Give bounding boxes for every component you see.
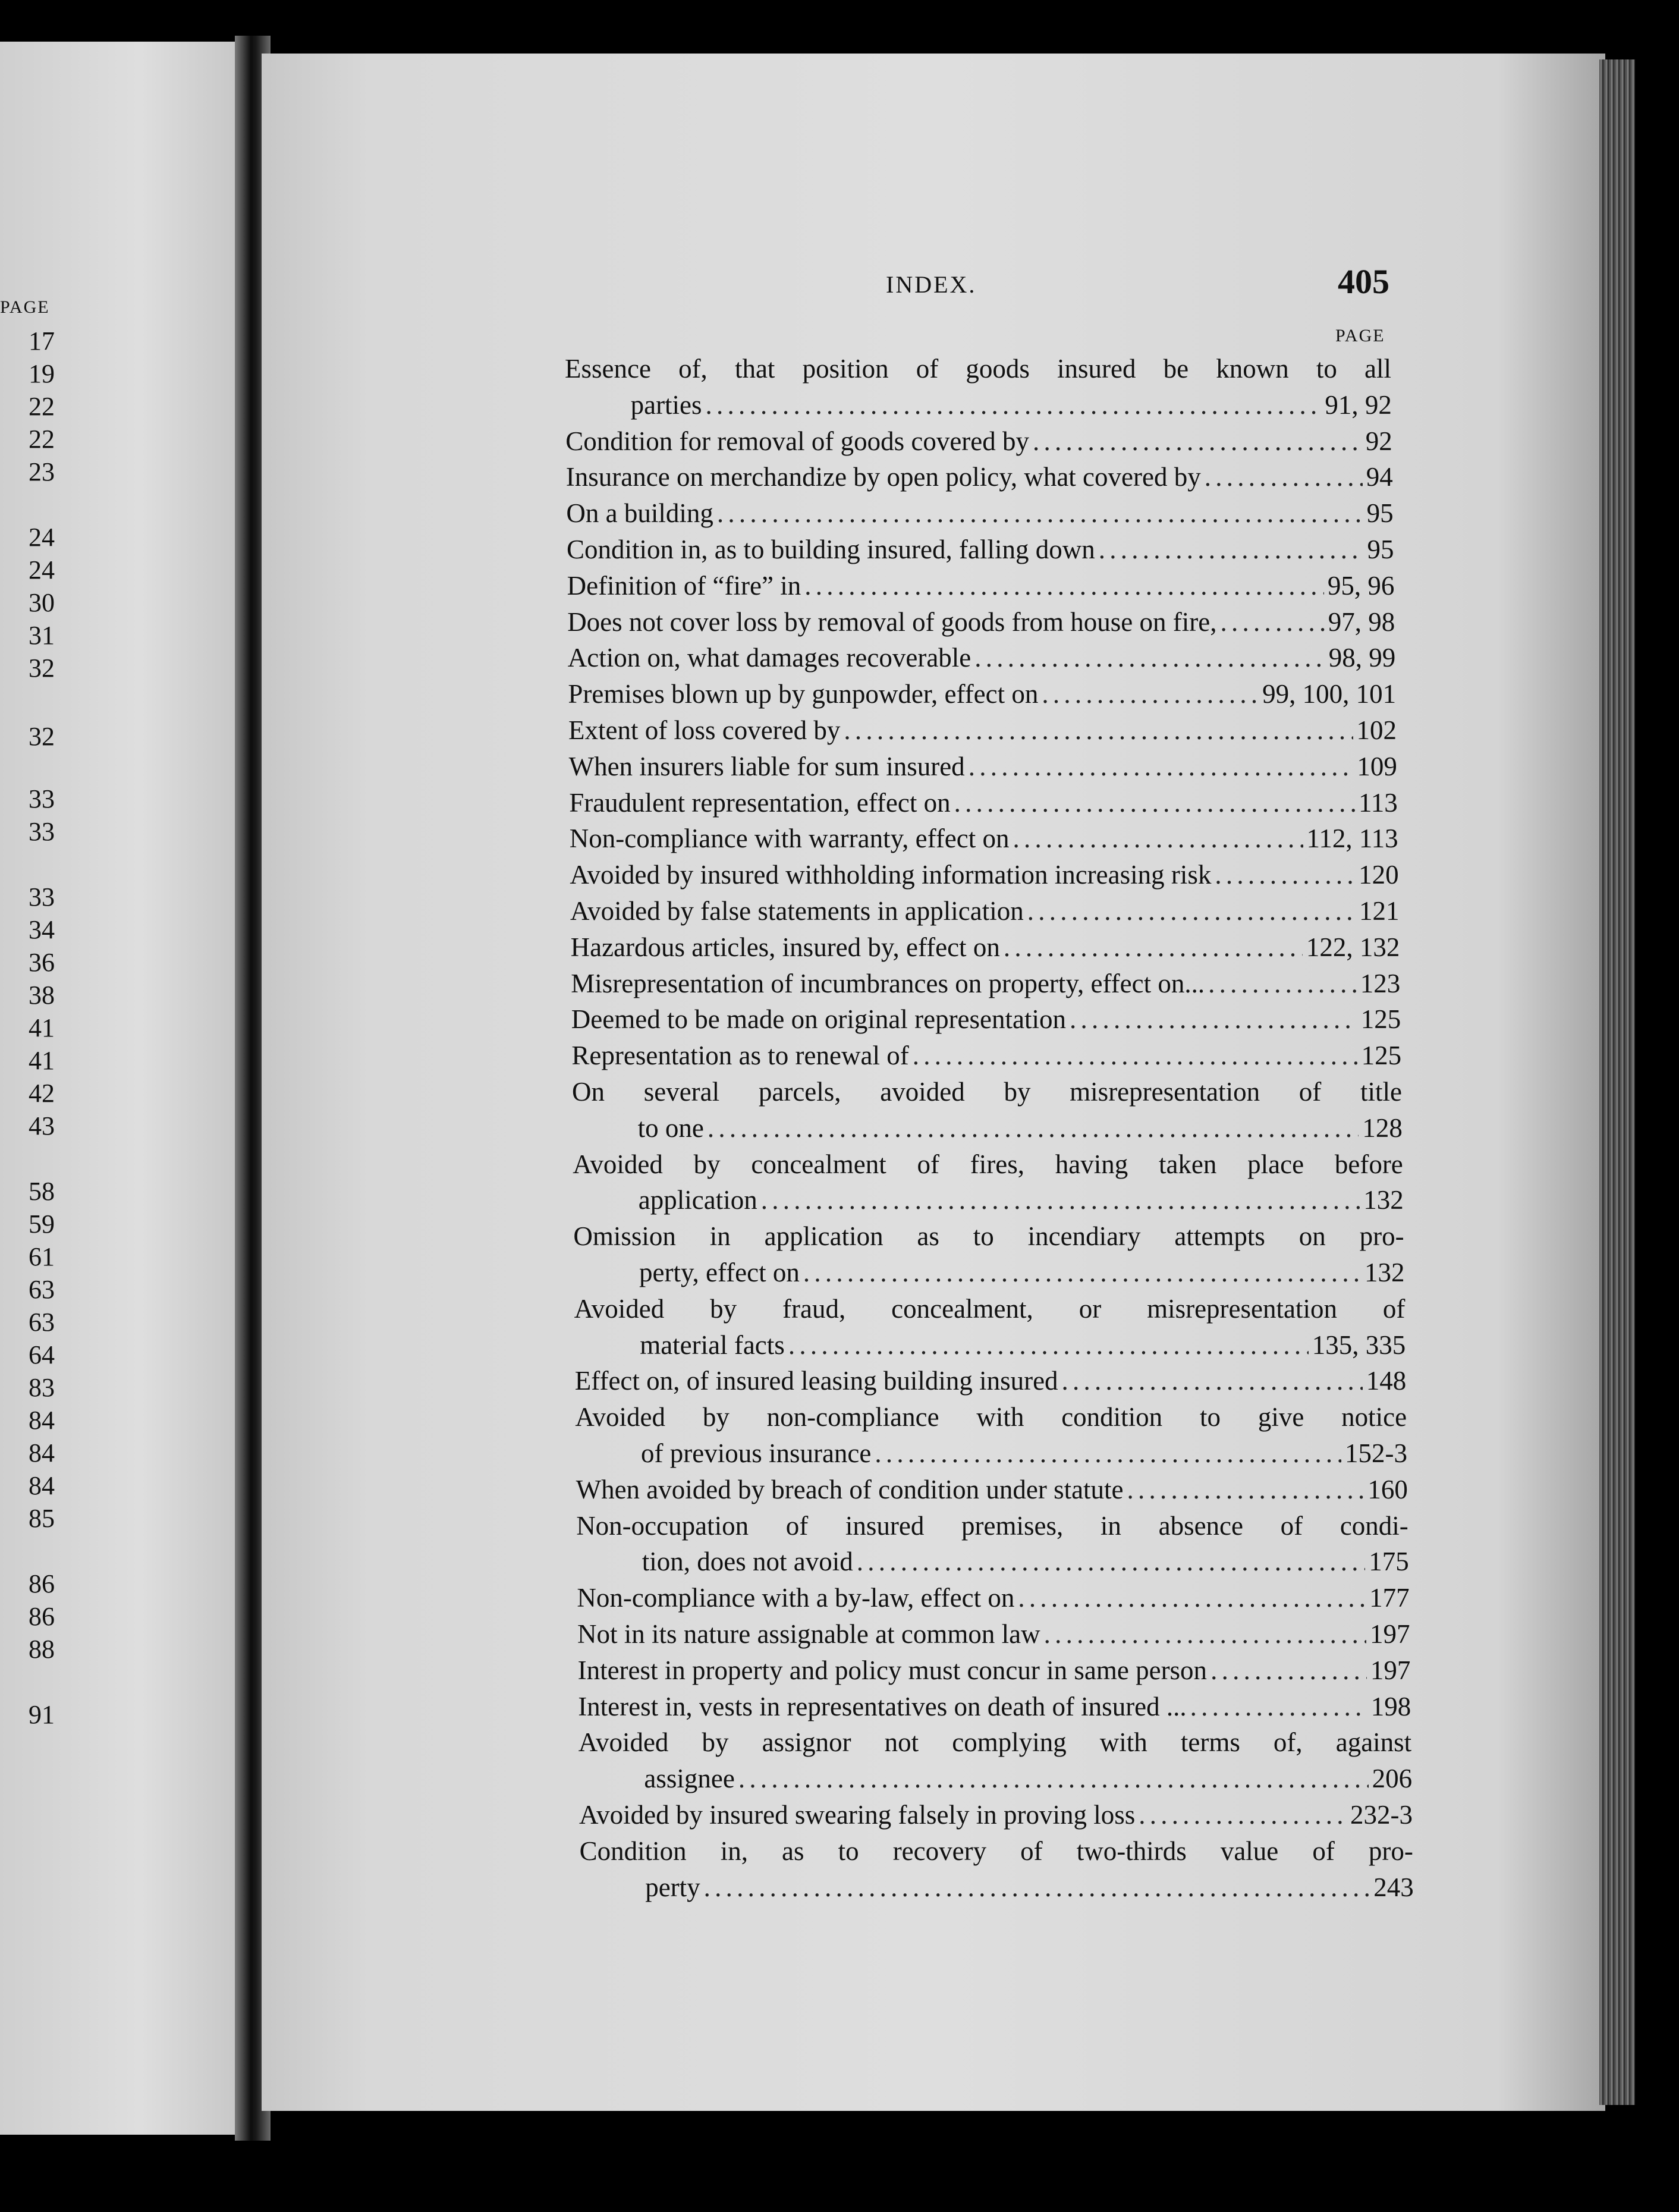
dot-leader bbox=[857, 1544, 1365, 1579]
index-entry bbox=[571, 1001, 1401, 1037]
entry-page-ref: 97, 98 bbox=[1328, 607, 1395, 637]
index-entry bbox=[566, 495, 1393, 531]
entry-page-ref: 95, 96 bbox=[1327, 570, 1395, 601]
entry-text: Condition in, as to building insured, falling down bbox=[567, 535, 1095, 564]
dot-leader bbox=[1190, 1689, 1367, 1724]
left-page-number: 84 bbox=[29, 1471, 55, 1500]
dot-leader bbox=[706, 387, 1322, 423]
entry-page-ref: 206 bbox=[1372, 1764, 1413, 1794]
dot-leader bbox=[788, 1327, 1309, 1363]
dot-leader bbox=[913, 1038, 1358, 1073]
left-page-number: 84 bbox=[29, 1438, 55, 1468]
left-page-number: 63 bbox=[29, 1275, 55, 1304]
dot-leader bbox=[704, 1869, 1370, 1905]
entry-page-ref: 132 bbox=[1364, 1258, 1405, 1287]
left-page-number: 91 bbox=[29, 1700, 55, 1729]
dot-leader bbox=[804, 568, 1324, 604]
entry-page-ref: 99, 100, 101 bbox=[1262, 679, 1397, 709]
index-entry bbox=[580, 1833, 1413, 1869]
dot-leader bbox=[708, 1110, 1359, 1146]
entry-text: tion, does not avoid bbox=[642, 1547, 853, 1577]
entry-page-ref: 177 bbox=[1369, 1583, 1410, 1613]
dot-leader bbox=[1004, 929, 1303, 965]
index-entry bbox=[575, 1363, 1406, 1399]
left-page-number: 19 bbox=[29, 359, 55, 388]
entry-page-ref: 113 bbox=[1358, 787, 1398, 818]
entry-page-ref: 198 bbox=[1370, 1691, 1411, 1721]
left-page-number: 43 bbox=[29, 1111, 55, 1140]
dot-leader bbox=[1044, 1616, 1366, 1652]
entry-text: application bbox=[638, 1185, 757, 1215]
dot-leader bbox=[969, 749, 1354, 784]
index-entry bbox=[567, 568, 1395, 604]
index-entry bbox=[573, 1218, 1404, 1254]
dot-leader bbox=[1139, 1797, 1347, 1833]
index-entry bbox=[641, 1435, 1407, 1471]
index-entry bbox=[565, 423, 1392, 459]
entry-page-ref: 125 bbox=[1361, 1041, 1402, 1071]
entry-text: Extent of loss covered by bbox=[568, 715, 841, 745]
index-entry bbox=[640, 1327, 1406, 1363]
entry-page-ref: 120 bbox=[1359, 860, 1399, 890]
left-page-number: 85 bbox=[29, 1504, 55, 1533]
left-page-number: 33 bbox=[29, 817, 55, 846]
dot-leader bbox=[954, 785, 1355, 821]
index-entry bbox=[575, 1399, 1407, 1435]
left-page-number: 41 bbox=[29, 1013, 55, 1042]
entry-text: Insurance on merchandize by open policy, what covered by bbox=[565, 462, 1201, 492]
entry-page-ref: 123 bbox=[1360, 968, 1401, 998]
index-entry bbox=[572, 1074, 1402, 1110]
index-entry bbox=[567, 604, 1395, 640]
dot-leader bbox=[1027, 893, 1356, 929]
dot-leader bbox=[1042, 676, 1259, 712]
index-entry bbox=[576, 1472, 1408, 1507]
dot-leader bbox=[738, 1761, 1369, 1796]
entry-page-ref: 95 bbox=[1367, 535, 1394, 564]
entry-text: On several parcels, avoided by misrepresentation of title bbox=[572, 1077, 1402, 1107]
dot-leader bbox=[844, 712, 1353, 748]
entry-page-ref: 112, 113 bbox=[1306, 824, 1398, 854]
entry-text: parties bbox=[630, 389, 702, 420]
left-page-number: 86 bbox=[29, 1602, 55, 1631]
index-entry bbox=[570, 821, 1398, 856]
index-entry bbox=[571, 1038, 1401, 1073]
left-page-number: 31 bbox=[29, 621, 55, 650]
entry-page-ref: 197 bbox=[1370, 1619, 1410, 1649]
left-page-number: 24 bbox=[29, 523, 55, 552]
entry-text: Does not cover loss by removal of goods from house on fire, bbox=[567, 607, 1217, 637]
dot-leader bbox=[974, 640, 1325, 675]
entry-text: assignee bbox=[644, 1764, 735, 1794]
entry-text: Non-occupation of insured premises, in absence of condi- bbox=[576, 1510, 1408, 1541]
entry-page-ref: 92 bbox=[1365, 426, 1392, 456]
left-page-number: 34 bbox=[29, 915, 55, 944]
entry-text: Avoided by fraud, concealment, or misrepresentation of bbox=[574, 1293, 1406, 1324]
dot-leader bbox=[1070, 1001, 1357, 1037]
index-entry bbox=[576, 1508, 1408, 1544]
dot-leader bbox=[1205, 459, 1363, 495]
left-page-number: 59 bbox=[29, 1209, 55, 1239]
entry-text: of previous insurance bbox=[641, 1438, 872, 1468]
entry-text: Avoided by concealment of fires, having taken place before bbox=[573, 1149, 1403, 1179]
left-page-number: 24 bbox=[29, 555, 55, 585]
running-title: INDEX. bbox=[886, 271, 977, 298]
entry-text: Representation as to renewal of bbox=[571, 1041, 909, 1071]
entry-page-ref: 135, 335 bbox=[1312, 1330, 1406, 1360]
entry-text: When insurers liable for sum insured bbox=[568, 751, 965, 781]
dot-leader bbox=[1220, 604, 1324, 640]
page-number: 405 bbox=[1338, 262, 1389, 301]
entry-text: material facts bbox=[640, 1330, 785, 1360]
left-page-number: 58 bbox=[29, 1177, 55, 1206]
left-page-number: 22 bbox=[29, 392, 55, 421]
entry-page-ref: 232-3 bbox=[1350, 1800, 1413, 1830]
left-page-number: 61 bbox=[29, 1242, 55, 1271]
index-entry bbox=[570, 893, 1400, 929]
page-edge bbox=[1599, 59, 1635, 2105]
left-page-number: 86 bbox=[29, 1569, 55, 1598]
entry-text: When avoided by breach of condition under statute bbox=[576, 1474, 1124, 1504]
index-entry bbox=[631, 387, 1392, 423]
dot-leader bbox=[1062, 1363, 1363, 1399]
dot-leader bbox=[761, 1182, 1360, 1218]
index-entry bbox=[578, 1652, 1411, 1688]
entry-page-ref: 102 bbox=[1356, 715, 1397, 745]
index-entry bbox=[568, 712, 1397, 748]
entry-text: to one bbox=[637, 1113, 704, 1143]
index-entry bbox=[571, 966, 1400, 1001]
entry-page-ref: 148 bbox=[1366, 1366, 1407, 1396]
left-page-number: 32 bbox=[29, 722, 55, 751]
index-entry bbox=[579, 1797, 1413, 1833]
dot-leader bbox=[1127, 1472, 1364, 1507]
index-entry bbox=[569, 785, 1398, 821]
index-entry bbox=[571, 929, 1400, 965]
entry-text: Misrepresentation of incumbrances on property, effect on... bbox=[571, 968, 1205, 998]
index-entry bbox=[566, 459, 1393, 495]
index-entry bbox=[642, 1544, 1409, 1579]
left-page-number: 33 bbox=[29, 784, 55, 813]
left-page-number: 84 bbox=[29, 1406, 55, 1435]
dot-leader bbox=[1018, 1580, 1366, 1616]
index-entry bbox=[645, 1869, 1414, 1905]
entry-text: Interest in, vests in representatives on death of insured ... bbox=[578, 1691, 1187, 1721]
index-entry bbox=[574, 1291, 1406, 1327]
page-column-header: PAGE bbox=[1335, 326, 1385, 345]
dot-leader bbox=[1013, 821, 1303, 856]
entry-text: Fraudulent representation, effect on bbox=[569, 787, 951, 818]
index-entry bbox=[568, 676, 1396, 712]
left-page-number: 64 bbox=[29, 1340, 55, 1369]
entry-page-ref: 128 bbox=[1362, 1113, 1403, 1143]
left-page-number: 38 bbox=[29, 981, 55, 1010]
left-page-number: 41 bbox=[29, 1046, 55, 1075]
entry-text: Condition in, as to recovery of two-thirds value of pro- bbox=[579, 1836, 1413, 1866]
dot-leader bbox=[1033, 423, 1362, 459]
index-entry bbox=[577, 1580, 1409, 1616]
dot-leader bbox=[1208, 966, 1357, 1001]
entry-page-ref: 125 bbox=[1360, 1004, 1401, 1035]
entry-text: Not in its nature assignable at common law bbox=[577, 1619, 1040, 1649]
left-page-number: 36 bbox=[29, 948, 55, 977]
entry-page-ref: 160 bbox=[1367, 1474, 1408, 1504]
entry-text: Avoided by non-compliance with condition to give notice bbox=[575, 1402, 1407, 1432]
dot-leader bbox=[875, 1435, 1341, 1471]
entry-text: Essence of, that position of goods insured be known to all bbox=[565, 354, 1391, 384]
entry-text: Premises blown up by gunpowder, effect on bbox=[568, 679, 1039, 709]
entry-page-ref: 94 bbox=[1366, 462, 1393, 492]
entry-page-ref: 243 bbox=[1373, 1872, 1414, 1902]
entry-text: Interest in property and policy must concur in same person bbox=[577, 1655, 1208, 1685]
left-page-number: 88 bbox=[29, 1635, 55, 1664]
left-page-number: 23 bbox=[29, 457, 55, 486]
left-page-number: 42 bbox=[29, 1079, 55, 1108]
index-entry bbox=[644, 1761, 1412, 1796]
index-entry bbox=[577, 1616, 1410, 1652]
entry-page-ref: 122, 132 bbox=[1306, 932, 1400, 962]
entry-text: Deemed to be made on original representation bbox=[571, 1004, 1066, 1035]
entry-text: Avoided by assignor not complying with terms of, against bbox=[578, 1727, 1412, 1758]
entry-text: Effect on, of insured leasing building insured bbox=[574, 1366, 1058, 1396]
index-entry bbox=[570, 857, 1398, 893]
dot-leader bbox=[1210, 1652, 1367, 1688]
index-entry bbox=[567, 532, 1394, 567]
entry-text: Definition of “fire” in bbox=[567, 570, 801, 601]
left-page-column-header: PAGE bbox=[0, 297, 50, 317]
index-entry bbox=[568, 640, 1395, 675]
entry-text: Omission in application as to incendiary attempts on pro- bbox=[573, 1221, 1404, 1252]
entry-text: Non-compliance with warranty, effect on bbox=[569, 824, 1010, 854]
dot-leader bbox=[1099, 532, 1364, 567]
index-entry bbox=[638, 1110, 1403, 1146]
entry-page-ref: 109 bbox=[1357, 751, 1397, 781]
entry-text: Hazardous articles, insured by, effect on bbox=[570, 932, 1000, 962]
entry-page-ref: 197 bbox=[1370, 1655, 1411, 1685]
entry-page-ref: 152-3 bbox=[1345, 1438, 1407, 1468]
left-page-number: 32 bbox=[29, 653, 55, 683]
entry-text: Avoided by insured withholding information increasing risk bbox=[570, 860, 1212, 890]
dot-leader bbox=[803, 1255, 1361, 1290]
entry-text: Condition for removal of goods covered by bbox=[565, 426, 1030, 456]
entry-text: Avoided by insured swearing falsely in proving loss bbox=[579, 1800, 1136, 1830]
index-entry bbox=[569, 749, 1397, 784]
entry-text: Avoided by false statements in application bbox=[570, 896, 1024, 926]
entry-text: Action on, what damages recoverable bbox=[567, 643, 971, 673]
entry-page-ref: 91, 92 bbox=[1325, 389, 1392, 420]
entry-page-ref: 121 bbox=[1359, 896, 1400, 926]
left-page-number: 33 bbox=[29, 882, 55, 912]
entry-text: Non-compliance with a by-law, effect on bbox=[577, 1583, 1015, 1613]
entry-text: On a building bbox=[566, 498, 713, 529]
entry-page-ref: 132 bbox=[1363, 1185, 1404, 1215]
entry-page-ref: 175 bbox=[1369, 1547, 1409, 1577]
dot-leader bbox=[1215, 857, 1355, 893]
index-entry bbox=[573, 1146, 1403, 1182]
entry-text: perty bbox=[645, 1872, 700, 1902]
left-page-number: 17 bbox=[29, 326, 55, 356]
left-page-number: 30 bbox=[29, 588, 55, 617]
left-page-number: 22 bbox=[29, 425, 55, 454]
index-entry bbox=[578, 1724, 1411, 1760]
left-page-number: 63 bbox=[29, 1308, 55, 1337]
entry-page-ref: 95 bbox=[1366, 498, 1394, 529]
index-entry bbox=[639, 1182, 1404, 1218]
dot-leader bbox=[717, 495, 1363, 531]
index-entry bbox=[565, 351, 1391, 387]
index-entry bbox=[639, 1255, 1405, 1290]
entry-text: perty, effect on bbox=[639, 1258, 800, 1287]
entry-page-ref: 98, 99 bbox=[1328, 643, 1396, 673]
left-page-number: 83 bbox=[29, 1373, 55, 1402]
index-entry bbox=[578, 1689, 1411, 1724]
